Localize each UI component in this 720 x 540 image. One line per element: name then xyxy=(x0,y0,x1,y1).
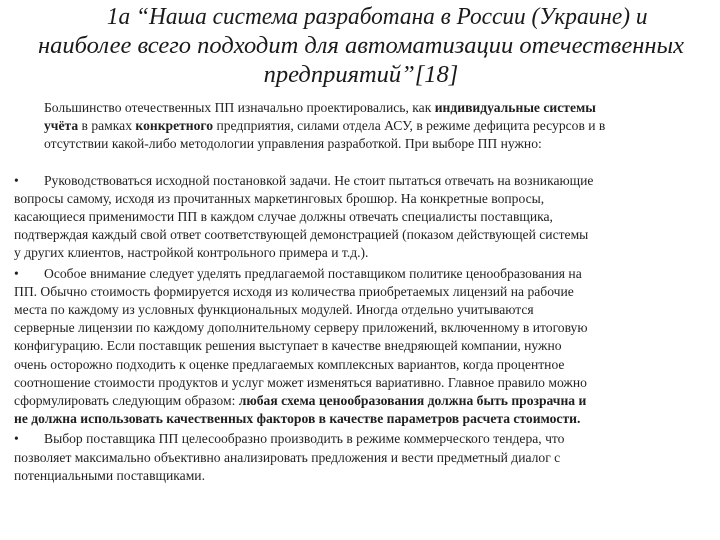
intro-line: отсутствии какой-либо методологии управления разработкой. При выборе ПП нужно: xyxy=(44,136,542,152)
bullet-text: Выбор поставщика ПП целесообразно производить в режиме коммерческого тендера, что xyxy=(44,431,565,447)
intro-emphasis: учёта xyxy=(44,118,79,134)
intro-text: в рамках xyxy=(78,118,136,134)
bullet-text: Руководствоваться исходной постановкой задачи. Не стоит пытаться отвечать на возникающие xyxy=(44,172,594,188)
bullet-line: очень осторожно подходить к оценке предлагаемых комплексных вариантов, когда процентное xyxy=(14,356,565,372)
bullet-line: места по каждому из условных функциональных модулей. Иногда отдельно учитываются xyxy=(14,302,534,318)
bullet-line: конфигурацию. Если поставщик решения выступает в качестве внедряющей компании, нужно xyxy=(14,338,562,354)
bullet-line xyxy=(14,265,710,283)
bullet-text: Особое внимание следует уделять предлагаемой поставщиком политике ценообразования на xyxy=(44,265,582,281)
bullet-line xyxy=(14,392,710,410)
bullet-line: вопросы самому, исходя из прочитанных маркетинговых брошюр. На конкретные вопросы, xyxy=(14,190,545,206)
bullet-dot-icon: • xyxy=(14,431,19,447)
intro-emphasis: конкретного xyxy=(135,118,214,134)
bullet-line xyxy=(14,430,710,448)
intro-text: Большинство отечественных ПП изначально проектировались, как xyxy=(44,100,435,115)
slide-body xyxy=(14,99,710,487)
bullet-emphasis-line: не должна использовать качественных факторов в качестве параметров расчета стоимости. xyxy=(14,411,581,427)
bullet-line: касающиеся применимости ПП в каждом случае должны отвечать специалисты поставщика, xyxy=(14,209,553,225)
bullet-line: подтверждая каждый свой ответ соответствующей демонстрацией (показом действующей системы xyxy=(14,227,589,243)
bullet-emphasis: любая схема ценообразования должна быть прозрачна и xyxy=(238,393,587,409)
bullet-dot-icon: • xyxy=(14,172,19,188)
bullet-line: у других клиентов, настройкой контрольного примера и т.д.). xyxy=(14,245,369,261)
intro-text: предприятия, силами отдела АСУ, в режиме дефицита ресурсов и в xyxy=(213,118,606,134)
bullet-line xyxy=(14,172,710,190)
bullet-line: ПП. Обычно стоимость формируется исходя из количества приобретаемых лицензий на рабочие xyxy=(14,283,574,299)
bullet-line: потенциальными поставщиками. xyxy=(14,467,205,483)
bullet-item-3 xyxy=(14,430,710,485)
intro-paragraph xyxy=(14,99,710,154)
intro-emphasis: индивидуальные системы xyxy=(434,100,596,115)
bullet-item-2 xyxy=(14,265,710,429)
intro-line xyxy=(14,99,710,117)
bullet-line: соотношение стоимости продуктов и услуг может изменяться вариативно. Главное правило можно xyxy=(14,374,587,390)
bullet-line: позволяет максимально объективно анализировать предложения и вести предметный диалог с xyxy=(14,449,561,465)
bullet-item-1 xyxy=(14,172,710,263)
bullet-text: сформулировать следующим образом: xyxy=(14,393,239,409)
slide-title xyxy=(8,2,714,89)
title-line-3: предприятий”[18] xyxy=(263,61,459,88)
bullet-line: серверные лицензии по каждому дополнительному серверу приложений, включенному в итоговую xyxy=(14,320,588,336)
bullet-dot-icon: • xyxy=(14,265,19,281)
intro-line xyxy=(14,117,710,135)
title-line-1: 1а “Наша система разработана в России (Украине) и xyxy=(106,3,648,30)
title-line-2: наиболее всего подходит для автоматизации отечественных xyxy=(38,32,684,59)
